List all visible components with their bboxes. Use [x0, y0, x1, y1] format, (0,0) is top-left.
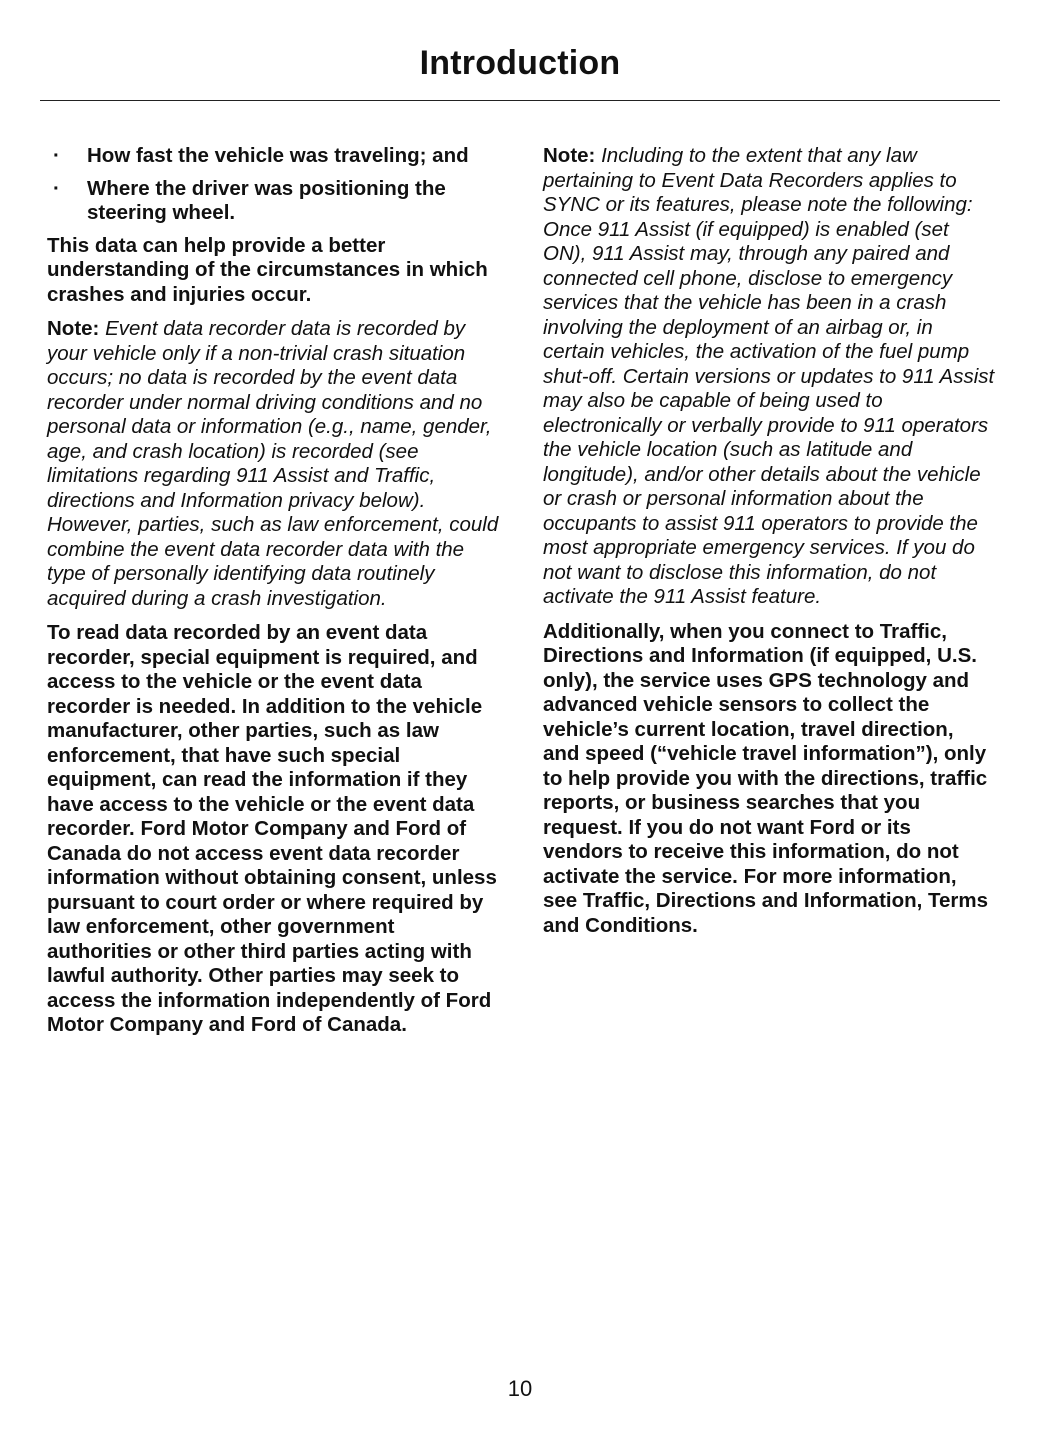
- list-item: [47, 177, 499, 226]
- bullet-text: Where the driver was positioning the steering wheel.: [87, 176, 446, 224]
- note-text: Including to the extent that any law pertaining to Event Data Recorders applies to SYNC or its features, please note the following: Once 911 Assist (if equipped) is enabled (set ON), 911 Assist may, through any paired and connected cell phone, disclose to emergency services that the vehicle has been in a crash involving the deployment of an airbag or, in certain vehicles, the activation of the fuel pump shut-off. Certain versions or updates to 911 Assist may also be capable of being used to electronically or verbally provide to 911 operators the vehicle location (such as latitude and longitude), and/or other details about the vehicle or crash or personal information about the occupants to assist 911 operators to provide the most appropriate emergency services. If you do not want to disclose this information, do not activate the 911 Assist feature.: [543, 144, 995, 608]
- note-event-data-recorder: [47, 317, 499, 611]
- note-911-assist: [543, 144, 995, 610]
- header-divider: [40, 100, 1000, 101]
- page-title: Introduction: [419, 44, 621, 82]
- left-column: [47, 144, 499, 1048]
- note-label: Note:: [47, 317, 100, 340]
- paragraph-traffic-directions: Additionally, when you connect to Traffic, Directions and Information (if equipped, U.S. only), the service uses GPS technology and advanced vehicle sensors to collect the vehicle’s current location, travel direction, and speed (“vehicle travel information”), only to help provide you with the directions, traffic reports, or business searches that you request. If you do not want Ford or its vendors to receive this information, do not activate the service. For more information, see Traffic, Directions and Information, Terms and Conditions.: [543, 619, 989, 937]
- bullet-text: How fast the vehicle was traveling; and: [87, 144, 469, 167]
- bullet-marker: ·: [53, 144, 60, 167]
- bullet-list: [47, 144, 499, 226]
- note-label: Note:: [543, 144, 596, 167]
- right-column: [543, 144, 995, 948]
- note-text: Event data recorder data is recorded by your vehicle only if a non-trivial crash situation occurs; no data is recorded by the event data recorder under normal driving conditions and no personal data or information (e.g., name, gender, age, and crash location) is recorded (see limitations regarding 911 Assist and Traffic, directions and Information privacy below). However, parties, such as law enforcement, could combine the event data recorder data with the type of personally identifying data routinely acquired during a crash investigation.: [47, 317, 499, 610]
- bullet-marker: ·: [53, 176, 60, 200]
- page-number: 10: [507, 1376, 533, 1401]
- paragraph-reading-recorder-data: To read data recorded by an event data recorder, special equipment is required, and access to the vehicle or the event data recorder is needed. In addition to the vehicle manufacturer, other parties, such as law enforcement, that have such special equipment, can read the information if they have access to the vehicle or the event data recorder. Ford Motor Company and Ford of Canada do not access event data recorder information without obtaining consent, unless pursuant to court order or where required by law enforcement, other government authorities or other third parties acting with lawful authority. Other parties may seek to access the information independently of Ford Motor Company and Ford of Canada.: [47, 621, 497, 1036]
- paragraph-crash-understanding: This data can help provide a better understanding of the circumstances in which crashes and injuries occur.: [47, 233, 488, 306]
- list-item: [47, 144, 499, 169]
